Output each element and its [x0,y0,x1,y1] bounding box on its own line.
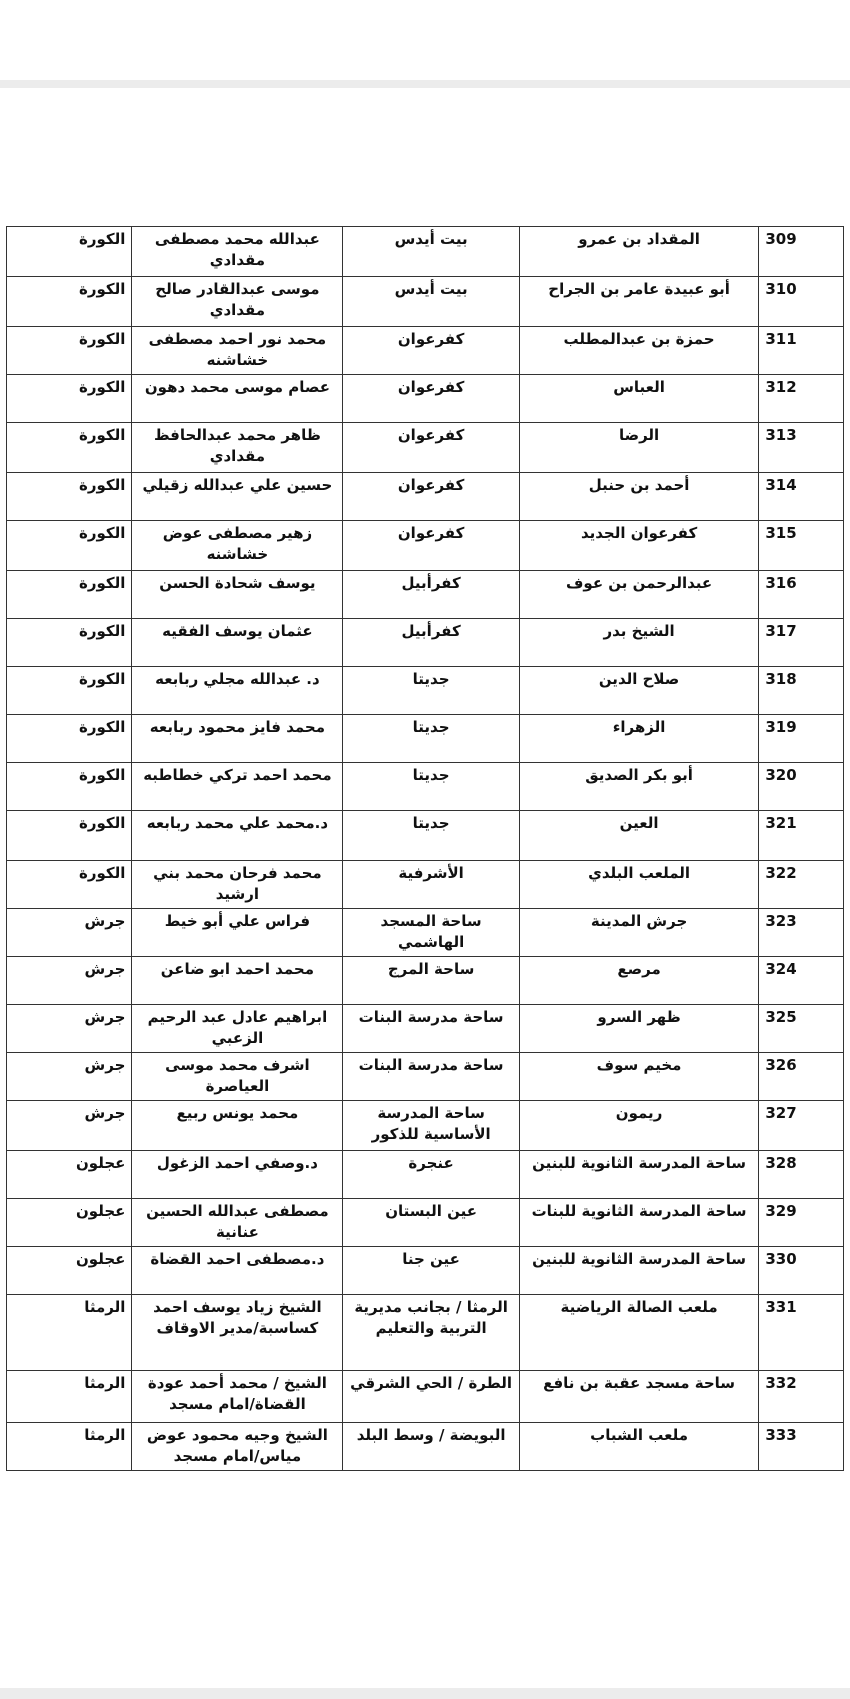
place-cell: الرمثا / بجانب مديرية التربية والتعليم [343,1295,519,1371]
responsible-name-cell: موسى عبدالقادر صالح مقدادي [132,277,343,327]
site-cell: الرضا [519,423,759,473]
directorate-cell: الكورة [7,375,132,423]
site-cell: ملعب الشباب [519,1423,759,1471]
responsible-name-cell: يوسف شحادة الحسن [132,571,343,619]
bottom-band [0,1688,850,1699]
row-number-cell: 311 [759,327,844,375]
site-cell: ساحة مسجد عقبة بن نافع [519,1371,759,1423]
table-row [7,909,844,957]
table-row [7,1247,844,1295]
table-row [7,1005,844,1053]
responsible-name-cell: محمد نور احمد مصطفى خشاشنه [132,327,343,375]
place-cell: الطرة / الحي الشرقي [343,1371,519,1423]
directorate-cell: جرش [7,1053,132,1101]
site-cell: ظهر السرو [519,1005,759,1053]
place-cell: عين البستان [343,1199,519,1247]
table-row [7,1199,844,1247]
directorate-cell: الكورة [7,667,132,715]
responsible-name-cell: ابراهيم عادل عبد الرحيم الزعبي [132,1005,343,1053]
responsible-name-cell: محمد احمد ابو ضاعن [132,957,343,1005]
table-body [7,227,844,1471]
directorate-cell: عجلون [7,1151,132,1199]
responsible-name-cell: الشيخ زياد يوسف احمد كساسبة/مدير الاوقاف [132,1295,343,1371]
place-cell: كفرأبيل [343,571,519,619]
table-row [7,1053,844,1101]
site-cell: ساحة المدرسة الثانوية للبنين [519,1247,759,1295]
responsible-name-cell: د.محمد علي محمد ربابعه [132,811,343,861]
table-row [7,763,844,811]
row-number-cell: 317 [759,619,844,667]
place-cell: كفرأبيل [343,619,519,667]
row-number-cell: 322 [759,861,844,909]
row-number-cell: 313 [759,423,844,473]
site-cell: ملعب الصالة الرياضية [519,1295,759,1371]
row-number-cell: 312 [759,375,844,423]
row-number-cell: 310 [759,277,844,327]
directorate-cell: الكورة [7,763,132,811]
table-row [7,861,844,909]
row-number-cell: 319 [759,715,844,763]
site-cell: الملعب البلدي [519,861,759,909]
responsible-name-cell: د.وصفي احمد الزغول [132,1151,343,1199]
site-cell: الشيخ بدر [519,619,759,667]
directorate-cell: الكورة [7,715,132,763]
responsible-name-cell: محمد احمد تركي خطاطبه [132,763,343,811]
site-cell: حمزة بن عبدالمطلب [519,327,759,375]
responsible-name-cell: عصام موسى محمد دهون [132,375,343,423]
table-row [7,327,844,375]
row-number-cell: 330 [759,1247,844,1295]
row-number-cell: 318 [759,667,844,715]
directorate-cell: جرش [7,1101,132,1151]
responsible-name-cell: الشيخ / محمد أحمد عودة القضاة/امام مسجد [132,1371,343,1423]
table-row [7,571,844,619]
table-row [7,227,844,277]
directorate-cell: جرش [7,1005,132,1053]
row-number-cell: 323 [759,909,844,957]
directorate-cell: عجلون [7,1247,132,1295]
site-cell: كفرعوان الجديد [519,521,759,571]
directorate-cell: الرمثا [7,1295,132,1371]
row-number-cell: 328 [759,1151,844,1199]
place-cell: الأشرفية [343,861,519,909]
site-cell: أبو بكر الصديق [519,763,759,811]
row-number-cell: 309 [759,227,844,277]
place-cell: جديتا [343,763,519,811]
place-cell: كفرعوان [343,473,519,521]
table-row [7,715,844,763]
row-number-cell: 325 [759,1005,844,1053]
responsible-name-cell: اشرف محمد موسى العياصرة [132,1053,343,1101]
directorate-cell: الكورة [7,423,132,473]
place-cell: جديتا [343,667,519,715]
row-number-cell: 326 [759,1053,844,1101]
site-cell: عبدالرحمن بن عوف [519,571,759,619]
site-cell: ساحة المدرسة الثانوية للبنات [519,1199,759,1247]
row-number-cell: 327 [759,1101,844,1151]
site-cell: أحمد بن حنبل [519,473,759,521]
responsible-name-cell: عثمان يوسف الفقيه [132,619,343,667]
table-row [7,811,844,861]
table-row [7,957,844,1005]
site-cell: الزهراء [519,715,759,763]
row-number-cell: 315 [759,521,844,571]
site-cell: مخيم سوف [519,1053,759,1101]
table-row [7,1101,844,1151]
responsible-name-cell: محمد يونس ربيع [132,1101,343,1151]
table-row [7,619,844,667]
directorate-cell: الكورة [7,619,132,667]
directorate-cell: الكورة [7,861,132,909]
place-cell: كفرعوان [343,375,519,423]
site-cell: المقداد بن عمرو [519,227,759,277]
responsible-name-cell: د. عبدالله مجلي ربابعه [132,667,343,715]
responsible-name-cell: ظاهر محمد عبدالحافظ مقدادي [132,423,343,473]
table-row [7,1151,844,1199]
responsible-name-cell: الشيخ وجيه محمود عوض مياس/امام مسجد [132,1423,343,1471]
site-cell: العباس [519,375,759,423]
place-cell: ساحة المرج [343,957,519,1005]
table-row [7,277,844,327]
site-cell: أبو عبيدة عامر بن الجراح [519,277,759,327]
place-cell: البويضة / وسط البلد [343,1423,519,1471]
responsible-name-cell: فراس علي أبو خيط [132,909,343,957]
table-row [7,1295,844,1371]
table-row [7,423,844,473]
directorate-cell: الرمثا [7,1371,132,1423]
place-cell: عنجرة [343,1151,519,1199]
place-cell: ساحة المدرسة الأساسية للذكور [343,1101,519,1151]
directorate-cell: جرش [7,957,132,1005]
table-row [7,473,844,521]
row-number-cell: 329 [759,1199,844,1247]
table-row [7,1423,844,1471]
top-blank-band [0,0,850,88]
row-number-cell: 331 [759,1295,844,1371]
place-cell: بيت أيدس [343,277,519,327]
directorate-cell: الكورة [7,327,132,375]
row-number-cell: 316 [759,571,844,619]
place-cell: ساحة مدرسة البنات [343,1005,519,1053]
responsible-name-cell: محمد فرحان محمد بني ارشيد [132,861,343,909]
directorate-cell: الكورة [7,521,132,571]
row-number-cell: 314 [759,473,844,521]
table-row [7,667,844,715]
place-cell: كفرعوان [343,423,519,473]
responsible-name-cell: د.مصطفى احمد القضاة [132,1247,343,1295]
table-row [7,521,844,571]
directorate-cell: الكورة [7,227,132,277]
site-cell: ريمون [519,1101,759,1151]
site-cell: صلاح الدين [519,667,759,715]
place-cell: كفرعوان [343,521,519,571]
place-cell: بيت أيدس [343,227,519,277]
directorate-cell: الكورة [7,811,132,861]
directorate-cell: الكورة [7,473,132,521]
place-cell: عين جنا [343,1247,519,1295]
place-cell: ساحة المسجد الهاشمي [343,909,519,957]
directorate-cell: جرش [7,909,132,957]
row-number-cell: 333 [759,1423,844,1471]
responsible-name-cell: زهير مصطفى عوض خشاشنه [132,521,343,571]
locations-table [6,226,844,1471]
site-cell: العين [519,811,759,861]
place-cell: جديتا [343,811,519,861]
site-cell: جرش المدينة [519,909,759,957]
place-cell: كفرعوان [343,327,519,375]
directorate-cell: الرمثا [7,1423,132,1471]
responsible-name-cell: حسين علي عبدالله زقيلي [132,473,343,521]
row-number-cell: 332 [759,1371,844,1423]
table-row [7,1371,844,1423]
responsible-name-cell: محمد فايز محمود ربابعه [132,715,343,763]
directorate-cell: الكورة [7,571,132,619]
responsible-name-cell: عبدالله محمد مصطفى مقدادي [132,227,343,277]
row-number-cell: 320 [759,763,844,811]
directorate-cell: الكورة [7,277,132,327]
table-row [7,375,844,423]
place-cell: ساحة مدرسة البنات [343,1053,519,1101]
row-number-cell: 324 [759,957,844,1005]
row-number-cell: 321 [759,811,844,861]
responsible-name-cell: مصطفى عبدالله الحسين عنانية [132,1199,343,1247]
site-cell: مرصع [519,957,759,1005]
place-cell: جديتا [343,715,519,763]
directorate-cell: عجلون [7,1199,132,1247]
site-cell: ساحة المدرسة الثانوية للبنين [519,1151,759,1199]
